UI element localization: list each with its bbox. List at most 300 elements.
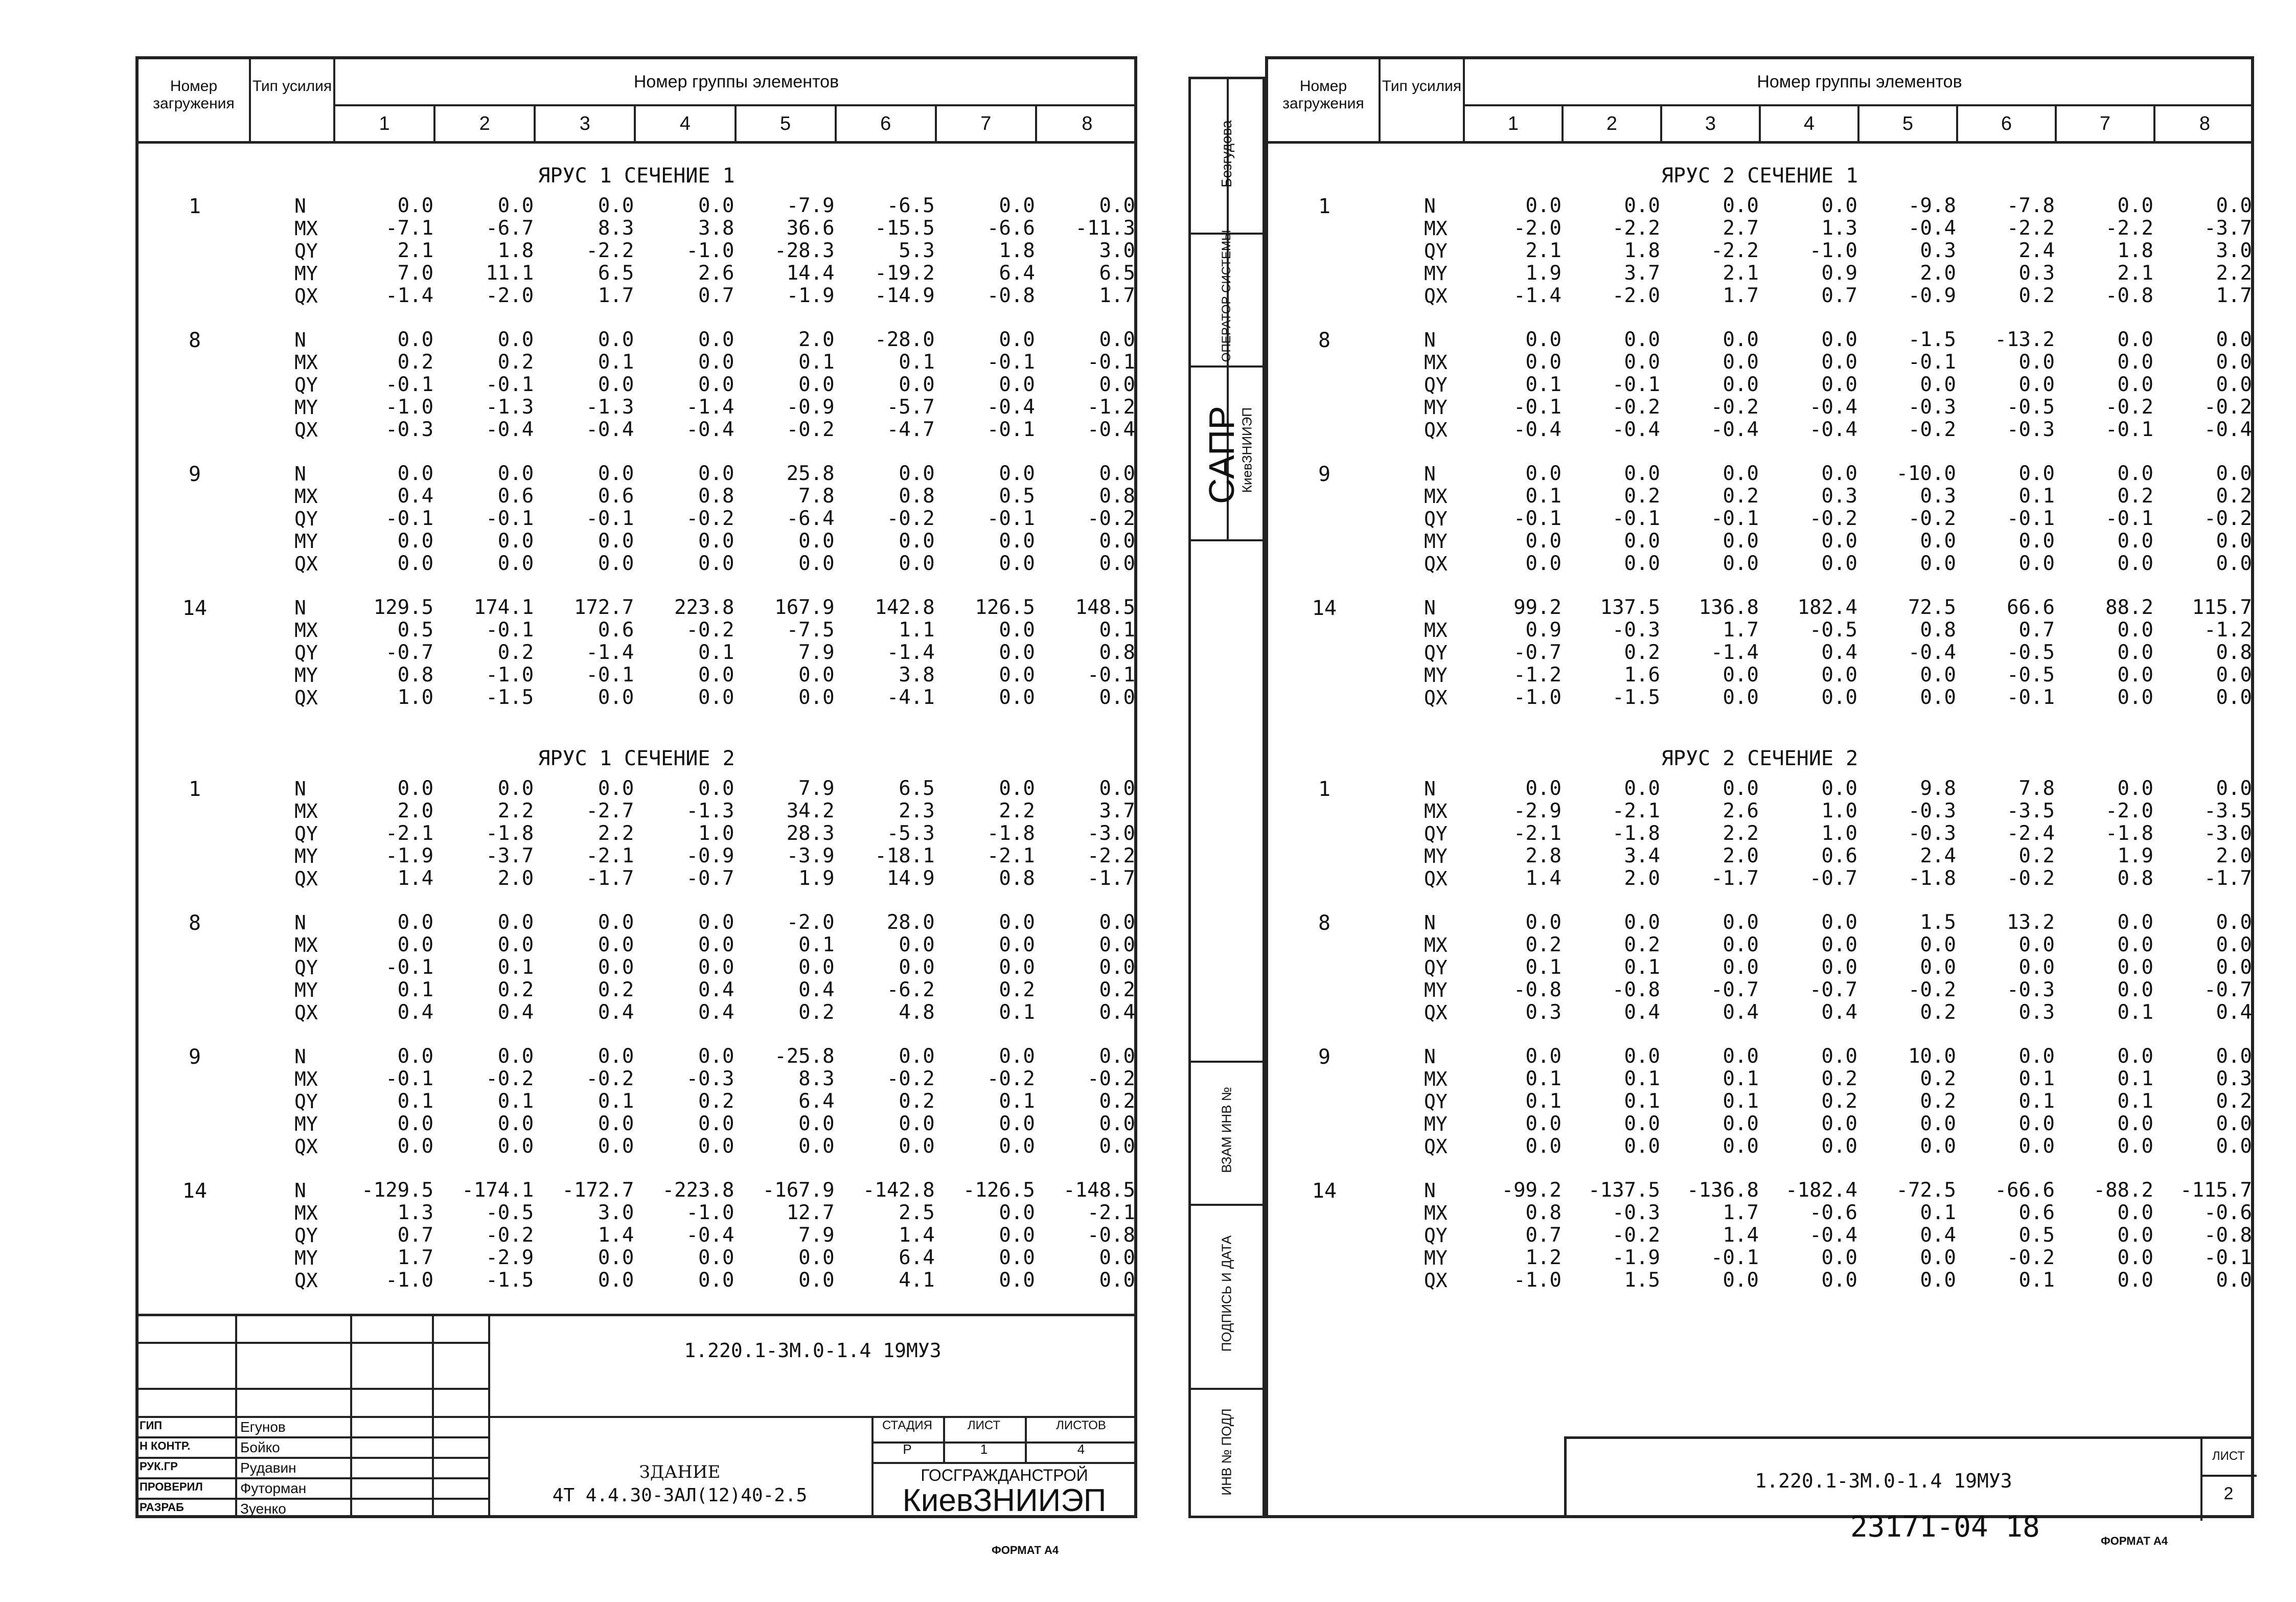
table-cell: 0.0 xyxy=(2117,194,2153,217)
table-cell: 172.7 xyxy=(573,596,634,619)
table-cell: 0.0 xyxy=(999,194,1035,217)
force-type: QY xyxy=(294,822,318,845)
value-column xyxy=(1958,329,2055,441)
table-cell: 0.8 xyxy=(1920,619,1956,642)
force-type: MX xyxy=(1424,1068,1448,1090)
table-cell: -28.0 xyxy=(875,328,935,351)
table-cell: -0.2 xyxy=(486,1067,534,1090)
load-number: 14 xyxy=(182,597,208,620)
table-cell: 66.6 xyxy=(2007,596,2055,619)
table-cell: 0.0 xyxy=(698,956,734,979)
value-column xyxy=(536,195,634,307)
value-column xyxy=(435,777,534,890)
table-cell: -2.1 xyxy=(986,844,1035,867)
table-cell: -6.2 xyxy=(886,978,935,1001)
table-cell: 0.0 xyxy=(1920,1135,1956,1158)
table-cell: 2.0 xyxy=(798,328,835,351)
table-cell: 0.7 xyxy=(698,284,734,307)
table-cell: -6.7 xyxy=(486,217,534,240)
value-column xyxy=(737,463,835,575)
force-type: MX xyxy=(1424,1202,1448,1224)
group-number-4: 4 xyxy=(1761,104,1859,141)
force-type: QY xyxy=(1424,956,1448,979)
table-cell: -2.1 xyxy=(586,844,634,867)
side-podpis: ПОДПИСЬ И ДАТА xyxy=(1219,1235,1234,1352)
table-cell: -0.9 xyxy=(786,396,835,419)
force-type: MX xyxy=(294,1068,318,1090)
table-cell: 0.0 xyxy=(1624,194,1660,217)
table-cell: 0.5 xyxy=(2018,1224,2055,1247)
table-cell: 0.1 xyxy=(2018,1269,2055,1292)
table-cell: 0.0 xyxy=(1821,1246,1857,1269)
table-cell: 2.1 xyxy=(1723,262,1759,285)
table-cell: 0.2 xyxy=(1525,933,1562,956)
table-cell: -0.2 xyxy=(1612,396,1660,419)
table-cell: 0.0 xyxy=(2117,351,2153,374)
table-cell: 0.0 xyxy=(899,462,935,485)
value-column xyxy=(2057,911,2153,1024)
table-cell: -1.4 xyxy=(586,641,634,664)
table-cell: 0.0 xyxy=(1525,1112,1562,1135)
force-type: N xyxy=(1424,777,1436,800)
table-cell: 2.0 xyxy=(1624,867,1660,890)
value-column xyxy=(2155,195,2252,307)
table-cell: 0.0 xyxy=(999,777,1035,800)
table-cell: 9.8 xyxy=(1920,777,1956,800)
force-type: QY xyxy=(1424,1224,1448,1247)
value-column xyxy=(335,329,433,441)
value-column xyxy=(1037,195,1135,307)
table-cell: -0.1 xyxy=(486,373,534,396)
table-cell: 1.6 xyxy=(1624,663,1660,686)
section-title: ЯРУС 1 СЕЧЕНИЕ 2 xyxy=(538,747,735,770)
table-cell: 0.0 xyxy=(397,552,434,575)
table-cell: 0.1 xyxy=(1525,956,1562,979)
table-cell: 0.0 xyxy=(598,933,634,956)
table-cell: 0.0 xyxy=(2117,933,2153,956)
table-cell: 1.4 xyxy=(598,1224,634,1247)
value-column xyxy=(1465,911,1562,1024)
table-cell: -1.0 xyxy=(486,663,534,686)
table-cell: 0.0 xyxy=(698,462,734,485)
table-cell: 0.2 xyxy=(899,1090,935,1113)
force-type-list xyxy=(294,597,318,709)
table-cell: -0.1 xyxy=(1908,351,1956,374)
table-cell: 0.0 xyxy=(1821,462,1857,485)
table-cell: 14.9 xyxy=(886,867,935,890)
table-cell: -115.7 xyxy=(2180,1179,2252,1202)
table-cell: -5.3 xyxy=(886,822,935,845)
table-cell: 0.0 xyxy=(1624,1045,1660,1068)
value-column xyxy=(1761,777,1857,890)
table-cell: 115.7 xyxy=(2192,596,2252,619)
table-cell: 0.1 xyxy=(798,933,835,956)
table-cell: -1.2 xyxy=(2204,619,2252,642)
table-cell: 0.4 xyxy=(798,978,835,1001)
table-cell: 0.0 xyxy=(598,530,634,553)
table-cell: -0.4 xyxy=(1809,1224,1857,1247)
force-type-list xyxy=(1424,195,1448,307)
table-cell: 14.4 xyxy=(786,262,835,285)
table-cell: 0.2 xyxy=(1821,1090,1857,1113)
table-cell: 0.1 xyxy=(1723,1067,1759,1090)
table-cell: -0.1 xyxy=(2007,686,2055,709)
value-column xyxy=(1037,1179,1135,1292)
table-cell: 0.0 xyxy=(899,1135,935,1158)
table-cell: -0.5 xyxy=(1809,619,1857,642)
table-cell: -0.3 xyxy=(385,418,434,441)
table-cell: 0.0 xyxy=(1821,663,1857,686)
table-cell: 0.0 xyxy=(1920,686,1956,709)
value-column xyxy=(837,777,935,890)
table-cell: 0.6 xyxy=(1821,844,1857,867)
load-number: 1 xyxy=(188,777,201,801)
table-cell: -0.1 xyxy=(986,351,1035,374)
table-cell: -1.5 xyxy=(486,686,534,709)
table-cell: -0.4 xyxy=(1513,418,1562,441)
section-title: ЯРУС 2 СЕЧЕНИЕ 2 xyxy=(1661,747,1858,770)
table-cell: 0.0 xyxy=(1624,1112,1660,1135)
force-type: N xyxy=(294,1179,306,1202)
table-cell: 0.0 xyxy=(598,328,634,351)
table-cell: -0.5 xyxy=(2007,641,2055,664)
table-cell: 0.2 xyxy=(999,978,1035,1001)
force-type-list xyxy=(1424,1045,1448,1158)
table-cell: 0.0 xyxy=(1624,552,1660,575)
table-cell: 0.7 xyxy=(1821,284,1857,307)
force-type: QX xyxy=(294,686,318,709)
group-number-6: 6 xyxy=(837,104,937,141)
table-cell: 0.0 xyxy=(1723,911,1759,934)
value-column xyxy=(536,1179,634,1292)
table-cell: 142.8 xyxy=(875,596,935,619)
value-column xyxy=(1958,1179,2055,1292)
table-cell: 3.4 xyxy=(1624,844,1660,867)
table-cell: 0.0 xyxy=(1624,462,1660,485)
table-cell: 0.1 xyxy=(1525,485,1562,508)
value-column xyxy=(1662,777,1759,890)
table-cell: -3.7 xyxy=(486,844,534,867)
table-cell: -1.5 xyxy=(486,1269,534,1292)
table-cell: 0.0 xyxy=(1624,777,1660,800)
table-cell: 0.3 xyxy=(1920,239,1956,262)
table-cell: 0.0 xyxy=(899,373,935,396)
table-cell: -1.0 xyxy=(686,1201,734,1224)
force-type: QX xyxy=(294,867,318,890)
force-type: N xyxy=(1424,1179,1436,1202)
table-cell: 1.1 xyxy=(899,619,935,642)
value-column xyxy=(1859,911,1956,1024)
table-cell: 1.8 xyxy=(1624,239,1660,262)
table-cell: -1.0 xyxy=(385,396,434,419)
value-column xyxy=(1037,597,1135,709)
table-cell: 0.0 xyxy=(1723,663,1759,686)
table-cell: -2.2 xyxy=(2007,217,2055,240)
table-cell: 0.0 xyxy=(1099,462,1135,485)
table-cell: -0.4 xyxy=(1087,418,1135,441)
group-number-8: 8 xyxy=(2155,104,2254,141)
table-cell: -2.9 xyxy=(486,1246,534,1269)
table-cell: 8.3 xyxy=(598,217,634,240)
table-cell: 0.0 xyxy=(1624,530,1660,553)
table-cell: -0.1 xyxy=(1612,507,1660,530)
value-column xyxy=(737,597,835,709)
table-cell: 0.0 xyxy=(1099,328,1135,351)
table-cell: -0.7 xyxy=(1809,867,1857,890)
force-type: N xyxy=(294,1045,306,1068)
force-type: QY xyxy=(294,642,318,664)
table-cell: 0.0 xyxy=(1723,1135,1759,1158)
table-cell: 0.0 xyxy=(2117,328,2153,351)
table-cell: 0.0 xyxy=(598,1135,634,1158)
table-cell: -0.8 xyxy=(1612,978,1660,1001)
table-cell: 0.1 xyxy=(999,1001,1035,1024)
value-column xyxy=(1859,195,1956,307)
table-cell: -0.8 xyxy=(2105,284,2153,307)
table-cell: -0.4 xyxy=(2204,418,2252,441)
table-cell: 0.3 xyxy=(1525,1001,1562,1024)
table-cell: 0.2 xyxy=(1099,1090,1135,1113)
table-cell: 1.5 xyxy=(1920,911,1956,934)
sheet-label: ЛИСТ xyxy=(967,1418,1001,1432)
table-cell: 0.0 xyxy=(1723,1045,1759,1068)
section-title: ЯРУС 2 СЕЧЕНИЕ 1 xyxy=(1661,164,1858,188)
table-cell: 0.0 xyxy=(2216,911,2252,934)
table-cell: 1.0 xyxy=(1821,799,1857,822)
table-cell: 0.0 xyxy=(2117,1112,2153,1135)
side-vzam: ВЗАМ ИНВ № xyxy=(1219,1087,1234,1173)
table-cell: -0.4 xyxy=(486,418,534,441)
table-cell: -0.1 xyxy=(2007,507,2055,530)
sheets-label: ЛИСТОВ xyxy=(1056,1418,1106,1432)
value-column xyxy=(937,1179,1035,1292)
force-type: MX xyxy=(294,934,318,956)
value-column xyxy=(837,1179,935,1292)
table-cell: 0.0 xyxy=(2117,686,2153,709)
value-column xyxy=(536,329,634,441)
table-cell: 0.4 xyxy=(1821,641,1857,664)
table-cell: 0.0 xyxy=(497,530,534,553)
table-cell: 0.0 xyxy=(2117,911,2153,934)
table-cell: -0.6 xyxy=(2204,1201,2252,1224)
force-type: MY xyxy=(1424,262,1448,285)
table-cell: -0.9 xyxy=(686,844,734,867)
table-cell: 0.0 xyxy=(2117,1269,2153,1292)
force-type: MX xyxy=(1424,800,1448,822)
table-cell: 0.0 xyxy=(2216,686,2252,709)
table-cell: 0.0 xyxy=(698,351,734,374)
table-cell: 0.0 xyxy=(2216,777,2252,800)
table-cell: -1.8 xyxy=(1908,867,1956,890)
force-type: N xyxy=(1424,1045,1436,1068)
value-column xyxy=(737,1179,835,1292)
force-type: QX xyxy=(294,1001,318,1024)
table-cell: -0.3 xyxy=(1612,1201,1660,1224)
table-cell: 0.0 xyxy=(1525,328,1562,351)
table-cell: 1.9 xyxy=(798,867,835,890)
force-type: QY xyxy=(294,956,318,979)
value-column xyxy=(2155,1045,2252,1158)
table-cell: 0.3 xyxy=(2216,1067,2252,1090)
value-column xyxy=(2155,1179,2252,1292)
header-force-type: Тип усилия xyxy=(251,59,335,141)
table-cell: -14.9 xyxy=(875,284,935,307)
table-cell: 0.0 xyxy=(1525,194,1562,217)
table-cell: 2.0 xyxy=(1723,844,1759,867)
value-column xyxy=(435,911,534,1024)
sheet-2 xyxy=(1265,56,2254,1518)
table-cell: 28.3 xyxy=(786,822,835,845)
table-cell: -0.3 xyxy=(1908,799,1956,822)
value-column xyxy=(1958,597,2055,709)
table-cell: 0.0 xyxy=(2018,1045,2055,1068)
table-cell: -0.5 xyxy=(486,1201,534,1224)
table-cell: 0.0 xyxy=(1099,194,1135,217)
table-cell: -2.2 xyxy=(1087,844,1135,867)
table-cell: 1.0 xyxy=(1821,822,1857,845)
sheets-value: 4 xyxy=(1077,1441,1085,1457)
value-column xyxy=(837,195,935,307)
table-cell: -1.8 xyxy=(2105,822,2153,845)
table-cell: -0.9 xyxy=(1908,284,1956,307)
table-cell: -0.2 xyxy=(886,1067,935,1090)
format-label-2: ФОРМАТ А4 xyxy=(2101,1535,2168,1547)
table-cell: 0.0 xyxy=(2216,530,2252,553)
table-cell: 0.0 xyxy=(1920,956,1956,979)
table-cell: 2.0 xyxy=(397,799,434,822)
table-cell: -0.8 xyxy=(1513,978,1562,1001)
table-cell: -0.1 xyxy=(986,418,1035,441)
group-number-row xyxy=(335,59,1137,141)
value-column xyxy=(2155,911,2252,1024)
table-cell: -0.1 xyxy=(486,619,534,642)
table-cell: 0.4 xyxy=(1099,1001,1135,1024)
force-type-list xyxy=(294,329,318,441)
value-column xyxy=(636,1045,734,1158)
table-cell: 4.1 xyxy=(899,1269,935,1292)
table-cell: 0.0 xyxy=(1920,1112,1956,1135)
table-cell: 0.1 xyxy=(2018,1067,2055,1090)
table-cell: -0.2 xyxy=(586,1067,634,1090)
table-cell: 2.4 xyxy=(1920,844,1956,867)
table-cell: -0.1 xyxy=(1711,507,1759,530)
table-cell: 0.0 xyxy=(798,956,835,979)
table-cell: -2.0 xyxy=(1513,217,1562,240)
value-column xyxy=(435,195,534,307)
table-cell: -0.6 xyxy=(1809,1201,1857,1224)
header-load-number: Номер загружения xyxy=(139,59,251,141)
value-column xyxy=(636,1179,734,1292)
table-cell: 0.0 xyxy=(497,1112,534,1135)
table-cell: 0.0 xyxy=(2117,462,2153,485)
table-cell: 0.0 xyxy=(2018,351,2055,374)
force-type: N xyxy=(294,463,306,485)
table-cell: 0.0 xyxy=(899,956,935,979)
table-cell: -1.7 xyxy=(2204,867,2252,890)
table-cell: -0.1 xyxy=(586,663,634,686)
table-cell: 0.0 xyxy=(1099,1135,1135,1158)
table-cell: 0.0 xyxy=(999,552,1035,575)
table-cell: 1.5 xyxy=(1624,1269,1660,1292)
value-column xyxy=(1564,911,1660,1024)
force-type: QY xyxy=(1424,240,1448,262)
table-cell: -3.5 xyxy=(2204,799,2252,822)
table-cell: -0.7 xyxy=(385,641,434,664)
table-cell: 0.0 xyxy=(899,1045,935,1068)
table-cell: 6.4 xyxy=(899,1246,935,1269)
value-column xyxy=(737,777,835,890)
value-column xyxy=(1465,329,1562,441)
load-number: 8 xyxy=(188,329,201,352)
value-column xyxy=(636,597,734,709)
table-cell: 0.0 xyxy=(1821,351,1857,374)
force-type: MY xyxy=(294,396,318,419)
table-cell: 0.0 xyxy=(1821,1112,1857,1135)
title-block-2 xyxy=(1564,1436,2254,1518)
table-cell: 0.4 xyxy=(397,1001,434,1024)
table-cell: -148.5 xyxy=(1063,1179,1135,1202)
table-cell: 0.0 xyxy=(698,530,734,553)
value-column xyxy=(1465,195,1562,307)
table-cell: 0.0 xyxy=(1920,933,1956,956)
value-column xyxy=(1958,463,2055,575)
table-cell: 0.2 xyxy=(798,1001,835,1024)
table-cell: 1.4 xyxy=(397,867,434,890)
format-label: ФОРМАТ А4 xyxy=(992,1544,1059,1557)
table-cell: 0.0 xyxy=(2018,1135,2055,1158)
role-label: ГИП xyxy=(140,1419,163,1432)
table-cell: 6.4 xyxy=(999,262,1035,285)
table-cell: 0.0 xyxy=(999,619,1035,642)
table-cell: 0.1 xyxy=(1525,1067,1562,1090)
table-cell: -10.0 xyxy=(1896,462,1956,485)
table-cell: 148.5 xyxy=(1075,596,1135,619)
table-cell: -0.1 xyxy=(1711,1246,1759,1269)
table-cell: 1.7 xyxy=(397,1246,434,1269)
table-cell: 0.0 xyxy=(899,530,935,553)
header-group-numbers-2: Номер группы элементов xyxy=(1757,72,1962,91)
table-cell: 137.5 xyxy=(1600,596,1660,619)
table-cell: 0.1 xyxy=(999,1090,1035,1113)
role-label: Н КОНТР. xyxy=(140,1439,191,1452)
table-cell: -0.1 xyxy=(1612,373,1660,396)
institute: КиевЗНИИЭП xyxy=(902,1483,1107,1518)
table-cell: -1.2 xyxy=(1513,663,1562,686)
table-cell: -1.8 xyxy=(1612,822,1660,845)
table-cell: 2.0 xyxy=(1920,262,1956,285)
table-cell: 0.1 xyxy=(1920,1201,1956,1224)
sheet-value: 1 xyxy=(980,1441,988,1457)
table-cell: -9.8 xyxy=(1908,194,1956,217)
table-cell: 0.0 xyxy=(1723,1269,1759,1292)
value-column xyxy=(335,195,433,307)
table-cell: 0.1 xyxy=(497,956,534,979)
table-cell: 0.0 xyxy=(1821,552,1857,575)
value-column xyxy=(2057,329,2153,441)
force-type: MX xyxy=(1424,485,1448,508)
table-cell: -2.0 xyxy=(2105,799,2153,822)
force-type: N xyxy=(294,597,306,619)
table-cell: 0.0 xyxy=(2018,933,2055,956)
table-cell: 0.2 xyxy=(698,1090,734,1113)
table-cell: 1.4 xyxy=(1723,1224,1759,1247)
force-type: MX xyxy=(1424,351,1448,374)
value-column xyxy=(1662,911,1759,1024)
load-number: 8 xyxy=(1318,329,1331,352)
table-cell: -0.7 xyxy=(1513,641,1562,664)
value-column xyxy=(536,911,634,1024)
table-cell: 0.4 xyxy=(598,1001,634,1024)
